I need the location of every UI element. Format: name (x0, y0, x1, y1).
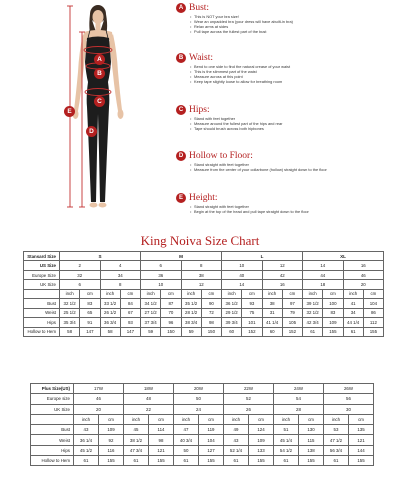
table-cell: 52 1/4 (224, 445, 249, 455)
table-cell: 41 (343, 299, 363, 308)
instruction-item: • Relax arms at sides (190, 24, 398, 29)
table-cell: 109 (99, 425, 124, 435)
table-cell: 50 (174, 445, 199, 455)
row-label: UK Size (31, 404, 74, 414)
table-cell: 133 (249, 445, 274, 455)
table-cell: 10 (141, 280, 182, 289)
table-cell: 31 (262, 308, 282, 317)
table-cell: 12 (181, 280, 222, 289)
table-cell: cm (323, 289, 343, 298)
table-header-label: Plus Size(US) (31, 384, 74, 394)
table-cell: 36 3/4 (100, 318, 120, 327)
table-row (24, 289, 384, 298)
table-cell: 38 1/2 (124, 435, 149, 445)
table-cell: 91 (80, 318, 100, 327)
table-cell: 40 3/4 (174, 435, 199, 445)
table-cell: 96 (161, 318, 181, 327)
table-cell: inch (324, 414, 349, 424)
table-cell: 119 (199, 425, 224, 435)
table-cell: 26 (224, 404, 274, 414)
table-cell: 59 (181, 327, 201, 336)
table-cell: cm (282, 289, 302, 298)
table-row (24, 299, 384, 308)
marker-a: A (94, 54, 105, 65)
table-row (24, 270, 384, 279)
plus-size-table (30, 383, 374, 466)
table-cell: 14 (222, 280, 263, 289)
table-row (31, 414, 374, 424)
table-cell: 50 (174, 394, 224, 404)
table-cell: 54 (274, 394, 324, 404)
table-cell: 30 (324, 404, 374, 414)
table-cell: 86 (363, 308, 383, 317)
table-cell: cm (80, 289, 100, 298)
table-cell: 46 (343, 270, 384, 279)
table-cell: 46 (74, 394, 124, 404)
marker-e: E (64, 106, 75, 117)
table-cell: cm (349, 414, 374, 424)
model-illustration (10, 2, 170, 228)
instruction-item: • Tape should brush across both hipbones (190, 126, 398, 131)
table-cell: 61 (74, 456, 99, 466)
table-cell: 8 (100, 280, 141, 289)
table-cell: 87 (161, 299, 181, 308)
table-row (31, 456, 374, 466)
section-title: Height: (189, 193, 218, 203)
table-cell: cm (201, 289, 221, 298)
instruction-item: • Stand with feet together (190, 116, 398, 121)
table-cell: inch (141, 289, 161, 298)
instruction-item: • Measure around the fullest part of the hips and rear (190, 121, 398, 126)
table-row (31, 425, 374, 435)
table-cell: 39 1/2 (303, 299, 323, 308)
row-label (31, 414, 74, 424)
table-cell: 150 (201, 327, 221, 336)
section-badge: B (176, 53, 186, 63)
table-cell: 20 (74, 404, 124, 414)
table-cell: cm (161, 289, 181, 298)
instruction-item: • Stand straight with feet together (190, 204, 398, 209)
table-cell: 75 (242, 308, 262, 317)
row-label: Hollow to Hem (24, 327, 60, 336)
table-row (24, 252, 384, 261)
table-cell: 18 (303, 280, 344, 289)
table-cell: 8 (181, 261, 222, 270)
section-title: Waist: (189, 53, 214, 63)
table-cell: cm (149, 414, 174, 424)
table-cell: 58 (60, 327, 80, 336)
table-cell: 155 (249, 456, 274, 466)
table-cell: 29 1/2 (222, 308, 242, 317)
table-cell: 28 1/2 (181, 308, 201, 317)
instruction-item: • Pull tape across the fullest part of the bust (190, 29, 398, 34)
table-cell: 155 (299, 456, 324, 466)
table-cell: inch (274, 414, 299, 424)
table-cell: 51 (274, 425, 299, 435)
row-label: Weist (31, 435, 74, 445)
table-cell: 40 (222, 270, 263, 279)
table-cell: 98 (149, 435, 174, 445)
marker-d: D (86, 126, 97, 137)
table-cell: 155 (99, 456, 124, 466)
instruction-item: • Wear an unpadded bra (your dress will have abuilt-in bra) (190, 19, 398, 24)
table-cell: 56 3/4 (324, 445, 349, 455)
table-cell: inch (60, 289, 80, 298)
table-cell: 112 (363, 318, 383, 327)
table-cell: 37 3/4 (141, 318, 161, 327)
size-chart-title: King Noiva Size Chart (140, 233, 260, 248)
table-cell: 101 (242, 318, 262, 327)
size-group-s: S (60, 252, 141, 261)
table-cell: 61 (174, 456, 199, 466)
row-label: Weist (24, 308, 60, 317)
table-cell: 53 (324, 425, 349, 435)
table-cell: 58 (100, 327, 120, 336)
table-cell: 20W (174, 384, 224, 394)
table-cell: inch (124, 414, 149, 424)
table-cell: inch (262, 289, 282, 298)
table-cell: 135 (349, 425, 374, 435)
table-row (24, 318, 384, 327)
table-cell: 24 (174, 404, 224, 414)
table-cell: inch (343, 289, 363, 298)
section-badge: A (176, 3, 186, 13)
table-cell: 93 (242, 299, 262, 308)
table-cell: 22 (124, 404, 174, 414)
section-hollow-to-floor (176, 150, 398, 172)
table-cell: 72 (201, 308, 221, 317)
table-cell: 100 (323, 299, 343, 308)
table-cell: 155 (149, 456, 174, 466)
table-cell: 93 (120, 318, 140, 327)
table-cell: 27 1/2 (141, 308, 161, 317)
section-height (176, 192, 398, 214)
table-cell: inch (74, 414, 99, 424)
row-label: Hips (24, 318, 60, 327)
table-cell: 104 (363, 299, 383, 308)
table-cell: 109 (323, 318, 343, 327)
table-row (24, 261, 384, 270)
table-cell: 54 1/2 (274, 445, 299, 455)
section-badge: D (176, 151, 186, 161)
table-cell: 127 (199, 445, 224, 455)
table-cell: 28 (274, 404, 324, 414)
section-badge: C (176, 105, 186, 115)
section-title: Hips: (189, 105, 210, 115)
table-cell: 43 (224, 435, 249, 445)
table-cell: 150 (161, 327, 181, 336)
table-cell: 44 1/4 (343, 318, 363, 327)
table-cell: 59 (141, 327, 161, 336)
table-cell: 70 (161, 308, 181, 317)
size-group-xl: XL (303, 252, 384, 261)
table-cell: inch (224, 414, 249, 424)
table-cell: cm (299, 414, 324, 424)
table-cell: cm (242, 289, 262, 298)
table-cell: 34 (343, 308, 363, 317)
table-cell: 83 (323, 308, 343, 317)
table-cell: inch (174, 414, 199, 424)
table-cell: 114 (149, 425, 174, 435)
table-cell: 26 1/2 (100, 308, 120, 317)
table-cell: 39 3/4 (222, 318, 242, 327)
table-cell: 155 (199, 456, 224, 466)
instruction-item: • Measure across at this point (190, 74, 398, 79)
table-cell: 97 (282, 299, 302, 308)
table-cell: 10 (222, 261, 263, 270)
table-cell: 105 (282, 318, 302, 327)
table-cell: 17W (74, 384, 124, 394)
table-row (24, 280, 384, 289)
table-cell: 43 (74, 425, 99, 435)
table-cell: 49 (224, 425, 249, 435)
row-label: Hollow to Hem (31, 456, 74, 466)
table-cell: inch (303, 289, 323, 298)
table-cell: 12 (262, 261, 303, 270)
table-cell: 104 (199, 435, 224, 445)
table-cell: 32 1/2 (60, 299, 80, 308)
table-cell: 32 (60, 270, 101, 279)
table-cell: 65 (80, 308, 100, 317)
table-cell: 152 (242, 327, 262, 336)
section-badge: E (176, 193, 186, 203)
table-cell: 67 (120, 308, 140, 317)
row-label: US Size (24, 261, 60, 270)
table-cell: 20 (343, 280, 384, 289)
instruction-item: • Stand straight with feet together (190, 162, 398, 167)
table-cell: 38 (181, 270, 222, 279)
table-cell: 6 (60, 280, 101, 289)
row-label: Bust (24, 299, 60, 308)
table-cell: 147 (120, 327, 140, 336)
table-row (31, 394, 374, 404)
table-cell: 16 (343, 261, 384, 270)
section-title: Bust: (189, 3, 210, 13)
table-cell: 34 1/2 (141, 299, 161, 308)
table-cell: inch (100, 289, 120, 298)
table-cell: 45 1/4 (274, 435, 299, 445)
table-cell: 61 (274, 456, 299, 466)
table-cell: 34 (100, 270, 141, 279)
table-cell: 121 (349, 435, 374, 445)
table-cell: 4 (100, 261, 141, 270)
table-cell: 45 1/2 (74, 445, 99, 455)
table-cell: inch (222, 289, 242, 298)
table-row (24, 327, 384, 336)
table-cell: 32 1/2 (303, 308, 323, 317)
table-cell: 48 (124, 394, 174, 404)
table-cell: 18W (124, 384, 174, 394)
table-cell: 35 1/2 (181, 299, 201, 308)
table-cell: cm (199, 414, 224, 424)
table-cell: 56 (324, 394, 374, 404)
table-cell: 38 3/4 (181, 318, 201, 327)
instruction-item: • Measure from the center of your collarbone (hollow) straight down to the floor (190, 167, 398, 172)
table-cell: 6 (141, 261, 182, 270)
instruction-item: • This is NOT your bra size! (190, 14, 398, 19)
table-cell: 84 (120, 299, 140, 308)
table-cell: cm (99, 414, 124, 424)
table-cell: 36 1/2 (222, 299, 242, 308)
table-cell: 83 (80, 299, 100, 308)
table-cell: 41 1/4 (262, 318, 282, 327)
table-cell: inch (181, 289, 201, 298)
row-label: Hips (31, 445, 74, 455)
table-cell: 33 1/2 (100, 299, 120, 308)
measuring-instructions (176, 2, 398, 230)
standard-size-table (23, 251, 384, 337)
table-cell: 121 (149, 445, 174, 455)
table-cell: 24W (274, 384, 324, 394)
table-cell: 61 (303, 327, 323, 336)
table-cell: 98 (201, 318, 221, 327)
model-figure (10, 2, 170, 228)
table-cell: cm (120, 289, 140, 298)
table-cell: 61 (124, 456, 149, 466)
table-cell: 25 1/2 (60, 308, 80, 317)
row-label: Bust (31, 425, 74, 435)
table-cell: 52 (224, 394, 274, 404)
table-cell: 47 1/2 (324, 435, 349, 445)
table-cell: 45 (124, 425, 149, 435)
table-cell: 138 (299, 445, 324, 455)
table-cell: 61 (224, 456, 249, 466)
section-waist (176, 52, 398, 84)
table-cell: 155 (323, 327, 343, 336)
row-label (24, 289, 60, 298)
table-cell: 115 (299, 435, 324, 445)
table-cell: 36 1/4 (74, 435, 99, 445)
row-label: UK Size (24, 280, 60, 289)
table-row (31, 404, 374, 414)
instruction-item: • Begin at the top of the head and pull tape straight down to the floor (190, 209, 398, 214)
table-cell: cm (249, 414, 274, 424)
table-cell: 44 (303, 270, 344, 279)
table-cell: 26W (324, 384, 374, 394)
instruction-item: • This is the slimmest part of the waist (190, 69, 398, 74)
table-row (31, 435, 374, 445)
table-cell: 90 (201, 299, 221, 308)
table-cell: 36 (141, 270, 182, 279)
table-cell: 116 (99, 445, 124, 455)
table-cell: 109 (249, 435, 274, 445)
row-label: Europe Size (24, 270, 60, 279)
table-cell: 38 (262, 299, 282, 308)
table-row (31, 384, 374, 394)
table-cell: 79 (282, 308, 302, 317)
row-label: Europe size (31, 394, 74, 404)
table-cell: 152 (282, 327, 302, 336)
table-cell: 124 (249, 425, 274, 435)
table-cell: 92 (99, 435, 124, 445)
table-cell: 22W (224, 384, 274, 394)
marker-c: C (94, 96, 105, 107)
table-cell: 147 (80, 327, 100, 336)
table-cell: 155 (349, 456, 374, 466)
table-cell: cm (363, 289, 383, 298)
table-cell: 61 (343, 327, 363, 336)
table-cell: 130 (299, 425, 324, 435)
instruction-item: • Bend to one side to find the natural crease of your waist (190, 64, 398, 69)
table-cell: 14 (303, 261, 344, 270)
table-cell: 155 (363, 327, 383, 336)
table-cell: 47 3/4 (124, 445, 149, 455)
section-bust (176, 2, 398, 34)
table-cell: 42 3/4 (303, 318, 323, 327)
instruction-item: • Keep tape slightly loose to allow for breathing room (190, 79, 398, 84)
table-cell: 2 (60, 261, 101, 270)
table-row (24, 308, 384, 317)
size-group-m: M (141, 252, 222, 261)
table-header-label: Stansard Size (24, 252, 60, 261)
section-title: Hollow to Floor: (189, 151, 253, 161)
table-cell: 42 (262, 270, 303, 279)
table-row (31, 445, 374, 455)
table-cell: 35 3/4 (60, 318, 80, 327)
size-group-l: L (222, 252, 303, 261)
marker-b: B (94, 68, 105, 79)
table-cell: 47 (174, 425, 199, 435)
table-cell: 16 (262, 280, 303, 289)
table-cell: 144 (349, 445, 374, 455)
table-cell: 60 (222, 327, 242, 336)
section-hips (176, 104, 398, 131)
table-cell: 60 (262, 327, 282, 336)
table-cell: 61 (324, 456, 349, 466)
